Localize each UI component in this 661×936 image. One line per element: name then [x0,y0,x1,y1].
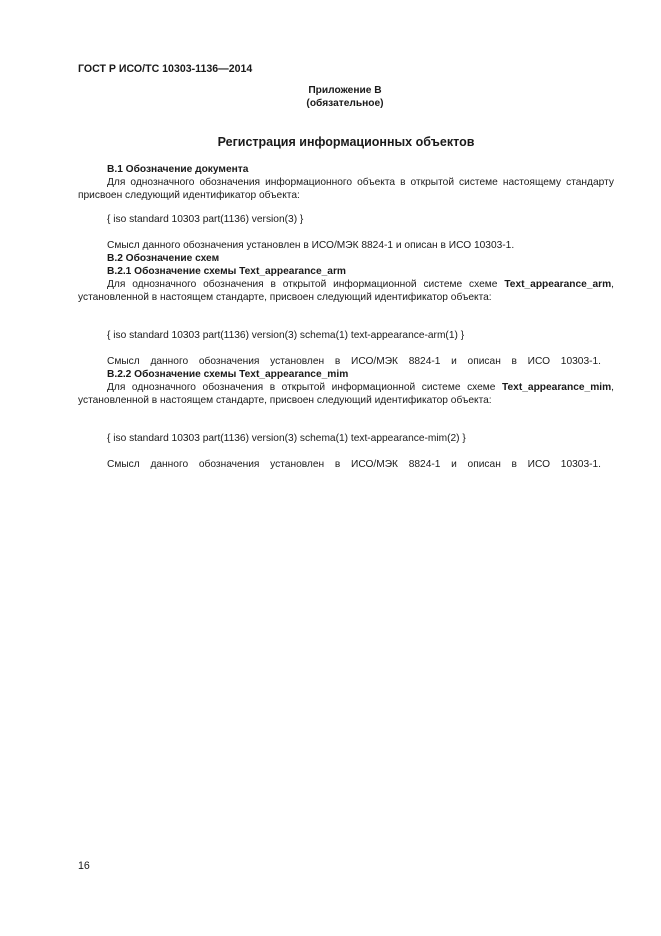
section-b21-meaning: Смысл данного обозначения установлен в ИСО/МЭК 8824-1 и описан в ИСО 10303-1. [107,356,601,367]
section-b21-title-prefix: В.2.1 Обозначение схемы [107,266,240,277]
section-b21-text [78,278,614,304]
section-b21-identifier: { iso standard 10303 part(1136) version(3) schema(1) text-appearance-arm(1) } [107,330,465,341]
section-b22-schema-name: Text_appearance_mim [502,382,612,393]
document-standard-number: ГОСТ Р ИСО/ТС 10303-1136—2014 [78,63,253,75]
section-b21-title [107,265,346,278]
section-b1-title: В.1 Обозначение документа [107,164,249,175]
section-b21-schema-name: Text_appearance_arm [504,279,612,290]
section-b21-text-after: , установленной в настоящем стандарте, присвоен следующий идентификатор объекта: [78,279,614,303]
annex-status: (обязательное) [306,98,384,109]
section-b22-title-prefix: В.2.2 Обозначение схемы [107,369,240,380]
section-b22-title [107,368,348,381]
section-b2-title: В.2 Обозначение схем [107,253,220,264]
section-b21-title-schema: Text_appearance_arm [239,266,346,277]
section-b22-title-schema: Text_appearance_mim [239,369,349,380]
annex-heading: Регистрация информационных объектов [217,135,475,149]
annex-title: Приложение В [308,85,382,96]
section-b1-meaning: Смысл данного обозначения установлен в ИСО/МЭК 8824-1 и описан в ИСО 10303-1. [107,240,515,251]
section-b22-text [78,381,614,407]
section-b1-identifier: { iso standard 10303 part(1136) version(3) } [107,214,304,225]
section-b22-meaning: Смысл данного обозначения установлен в ИСО/МЭК 8824-1 и описан в ИСО 10303-1. [107,459,601,470]
page-number: 16 [78,860,90,872]
section-b22-text-after: , установленной в настоящем стандарте, присвоен следующий идентификатор объекта: [78,382,614,406]
section-b22-text-before: Для однозначного обозначения в открытой информационной системе схеме [107,382,503,393]
section-b21-text-before: Для однозначного обозначения в открытой информационной системе схеме [107,279,505,290]
section-b22-identifier: { iso standard 10303 part(1136) version(3) schema(1) text-appearance-mim(2) } [107,433,466,444]
section-b1-text: Для однозначного обозначения информационного объекта в открытой системе настоящему стандарту присвоен следующий идентификатор объекта: [78,177,614,201]
